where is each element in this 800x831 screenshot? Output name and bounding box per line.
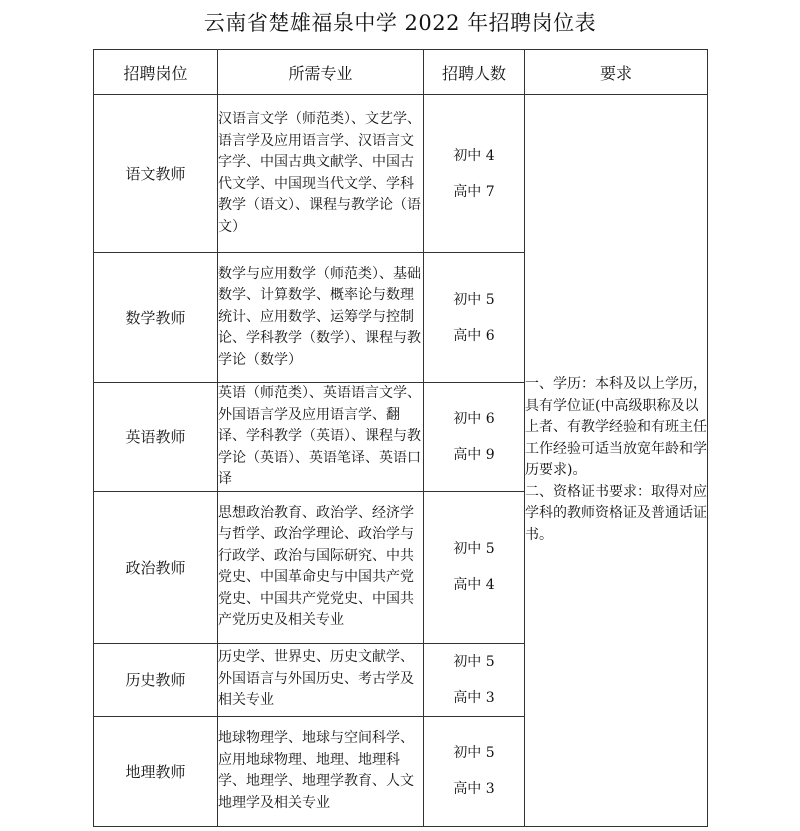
major-cell: 历史学、世界史、历史文献学、外国语言与外国历史、考古学及相关专业 xyxy=(218,643,424,716)
count-cell xyxy=(424,95,525,253)
count-junior: 初中 5 xyxy=(453,653,495,670)
requirement-certificate: 二、资格证书要求：取得对应学科的教师资格证及普通话证书。 xyxy=(525,483,707,543)
count-junior: 初中 6 xyxy=(453,410,495,427)
count-cell xyxy=(424,643,525,716)
major-cell: 地球物理学、地球与空间科学、应用地球物理、地理、地理科学、地理学、地理学教育、人文地理学及相关专业 xyxy=(218,716,424,826)
post-cell: 历史教师 xyxy=(94,643,218,716)
post-cell: 英语教师 xyxy=(94,383,218,492)
count-cell xyxy=(424,253,525,383)
recruitment-table xyxy=(93,49,708,827)
post-cell: 数学教师 xyxy=(94,253,218,383)
header-major: 所需专业 xyxy=(218,50,424,95)
count-senior: 高中 4 xyxy=(453,577,495,593)
major-cell: 思想政治教育、政治学、经济学与哲学、政治学理论、政治学与行政学、政治与国际研究、中共党史、中国革命史与中国共产党党史、中国共产党党史、中国共产党历史及相关专业 xyxy=(218,491,424,643)
count-cell xyxy=(424,491,525,643)
requirements-cell xyxy=(525,95,708,827)
table-header-row xyxy=(94,50,708,95)
count-senior: 高中 6 xyxy=(453,327,495,344)
table-row xyxy=(94,95,708,253)
count-cell xyxy=(424,716,525,826)
count-junior: 初中 4 xyxy=(453,147,495,164)
major-cell: 数学与应用数学（师范类）、基础数学、计算数学、概率论与数理统计、应用数学、运筹学与控制论、学科教学（数学）、课程与教学论（数学） xyxy=(218,253,424,383)
page-title: 云南省楚雄福泉中学 2022 年招聘岗位表 xyxy=(203,11,597,35)
count-senior: 高中 9 xyxy=(453,446,495,463)
major-cell: 汉语言文学（师范类）、文艺学、语言学及应用语言学、汉语言文字学、中国古典文献学、中国古代文学、中国现当代文学、学科教学（语文）、课程与教学论（语文） xyxy=(218,95,424,253)
header-post: 招聘岗位 xyxy=(94,50,218,95)
major-cell: 英语（师范类）、英语语言文学、外国语言学及应用语言学、翻译、学科教学（英语）、课程与教学论（英语）、英语笔译、英语口译 xyxy=(218,383,424,492)
header-count: 招聘人数 xyxy=(424,50,525,95)
post-cell: 语文教师 xyxy=(94,95,218,253)
count-junior: 初中 5 xyxy=(453,541,495,557)
count-junior: 初中 5 xyxy=(453,745,495,761)
count-senior: 高中 3 xyxy=(453,689,495,706)
count-junior: 初中 5 xyxy=(453,291,495,308)
count-senior: 高中 7 xyxy=(453,183,495,200)
count-senior: 高中 3 xyxy=(453,781,495,797)
header-requirements: 要求 xyxy=(525,50,708,95)
post-cell: 政治教师 xyxy=(94,491,218,643)
count-cell xyxy=(424,383,525,492)
requirement-education: 一、学历：本科及以上学历，具有学位证(中高级职称及以上者、有教学经验和有班主任工作经验可适当放宽年龄和学历要求)。 xyxy=(525,376,707,479)
post-cell: 地理教师 xyxy=(94,716,218,826)
